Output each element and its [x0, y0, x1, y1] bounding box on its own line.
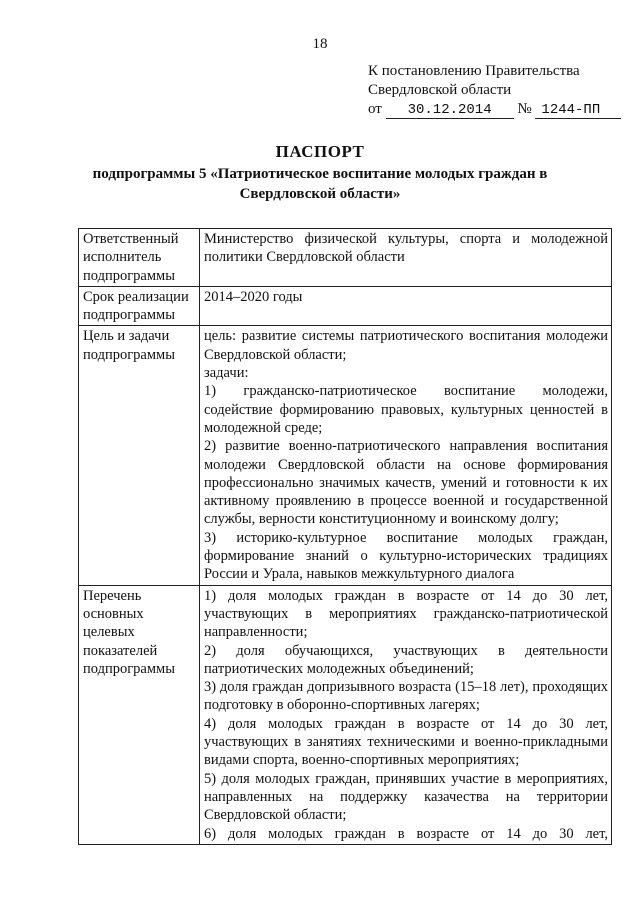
row-paragraph: задачи:	[204, 365, 249, 382]
row-paragraph: 4) доля молодых граждан в возрасте от 14 до 30 лет, участвующих в занятиях техническими и военно-прикладными видами спорта, военно-спортивных мероприятиях;	[204, 715, 608, 769]
document-heading: ПАСПОРТ	[275, 142, 365, 161]
row-paragraph: 5) доля молодых граждан, принявших участие в мероприятиях, направленных на поддержку казачества на территории Свердловской области;	[204, 770, 608, 824]
document-subtitle-line-2: Свердловской области»	[239, 186, 401, 202]
row-label: Перечень основных целевых показателей подпрограммы	[79, 585, 200, 844]
document-date: 30.12.2014	[386, 102, 514, 119]
page-number: 18	[312, 36, 328, 52]
table-row	[79, 286, 612, 326]
attachment-date-number	[368, 100, 621, 119]
row-value	[200, 326, 612, 585]
from-label: от	[368, 101, 382, 117]
row-label: Срок реализации подпрограммы	[79, 286, 200, 326]
attachment-line-2: Свердловской области	[368, 82, 512, 98]
passport-table-body	[79, 229, 612, 845]
title-block	[0, 140, 640, 204]
row-paragraph: 3) доля граждан допризывного возраста (15–18 лет), проходящих подготовку в оборонно-спортивных лагерях;	[204, 679, 608, 714]
document-number: 1244-ПП	[535, 102, 621, 119]
document-subtitle-line-1: подпрограммы 5 «Патриотическое воспитание молодых граждан в	[92, 166, 548, 182]
row-paragraph: 1) гражданско-патриотическое воспитание молодежи, содействие формированию правовых, культурных ценностей в молодежной среде;	[204, 383, 608, 436]
row-paragraph: 1) доля молодых граждан в возрасте от 14 до 30 лет, участвующих в мероприятиях гражданско-патриотической направленности;	[204, 587, 608, 641]
row-value	[200, 229, 612, 287]
table-row	[79, 326, 612, 585]
row-paragraph: цель: развитие системы патриотического воспитания молодежи Свердловской области;	[204, 328, 608, 363]
table-row	[79, 585, 612, 844]
attachment-block	[368, 62, 621, 119]
row-label: Ответственный исполнитель подпрограммы	[79, 229, 200, 287]
row-value	[200, 585, 612, 844]
row-paragraph: Министерство физической культуры, спорта и молодежной политики Свердловской области	[204, 231, 608, 266]
row-paragraph: 6) доля молодых граждан в возрасте от 14 до 30 лет,	[204, 825, 608, 842]
row-value	[200, 286, 612, 326]
passport-table	[78, 228, 612, 845]
attachment-line-1: К постановлению Правительства	[368, 63, 580, 79]
row-paragraph: 2014–2020 годы	[204, 288, 303, 305]
row-label: Цель и задачи подпрограммы	[79, 326, 200, 585]
row-paragraph: 3) историко-культурное воспитание молодых граждан, формирование знаний о культурно-исторических традициях России и Урала, навыков межкультурного диалога	[204, 529, 608, 583]
table-row	[79, 229, 612, 287]
row-paragraph: 2) развитие военно-патриотического направления воспитания молодежи Свердловской области на основе формирования профессионально значимых качеств, умений и готовности к их активному проявлению в процессе военной и государственной службы, верности конституционному и воинскому долгу;	[204, 438, 608, 528]
number-label: №	[517, 101, 532, 117]
row-paragraph: 2) доля обучающихся, участвующих в деятельности патриотических молодежных объединений;	[204, 642, 608, 677]
